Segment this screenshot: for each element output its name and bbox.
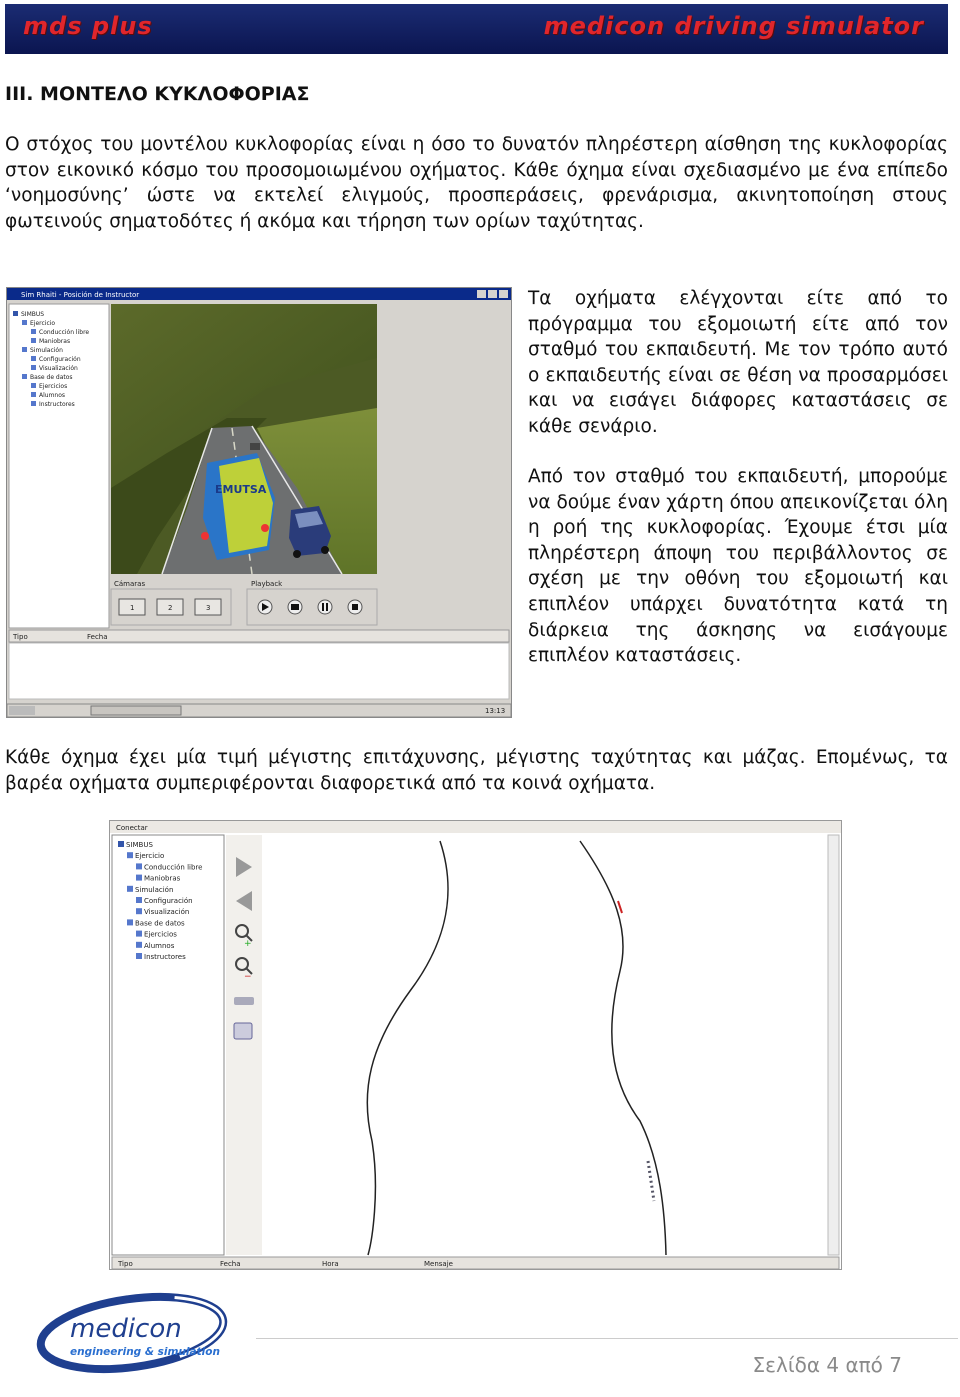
page-number: Σελίδα 4 από 7 — [752, 1353, 902, 1377]
medicon-logo — [22, 1285, 262, 1385]
tree-item[interactable]: Alumnos — [144, 941, 175, 950]
truck-label: EMUTSA — [215, 483, 267, 496]
tree-item[interactable]: Configuración — [144, 897, 193, 905]
tree-node-icon — [127, 919, 133, 925]
instructor-screenshot-graphic — [7, 288, 511, 717]
logo-tagline: engineering & simulation — [70, 1346, 220, 1358]
tree-node-icon — [136, 908, 142, 914]
medicon-logo-graphic — [22, 1285, 262, 1385]
traffic-map-graphic — [110, 821, 841, 1269]
tree-item[interactable]: Conducción libre — [39, 329, 90, 336]
tree-node-icon — [127, 886, 133, 892]
tree-item[interactable]: Ejercicios — [144, 930, 177, 939]
tree-node-icon — [31, 338, 36, 343]
tree-item[interactable]: SIMBUS — [126, 841, 153, 849]
tree-node-icon — [136, 931, 142, 937]
tree-item[interactable]: Simulación — [135, 885, 174, 894]
tree-item[interactable]: Instructores — [39, 401, 75, 408]
svg-text:+: + — [244, 939, 252, 949]
tree-node-icon — [118, 841, 124, 847]
camera-button-label: 2 — [168, 604, 173, 612]
logo-name: medicon — [70, 1314, 182, 1344]
tree-item[interactable]: Ejercicio — [30, 320, 56, 327]
status-col-fecha: Fecha — [87, 633, 108, 641]
instructor-screenshot — [6, 287, 512, 718]
map-status-col-fecha: Fecha — [220, 1260, 241, 1268]
brand-mds-plus: mds plus — [23, 12, 153, 40]
header-banner — [5, 4, 948, 54]
tree-node-icon — [31, 383, 36, 388]
tree-item[interactable]: SIMBUS — [21, 311, 45, 318]
taskbar-clock: 13:13 — [485, 707, 506, 715]
window-title: Sim Rhaiti - Posición de Instructor — [21, 291, 140, 299]
tree-item[interactable]: Simulación — [30, 347, 63, 354]
tree-node-icon — [136, 942, 142, 948]
tree-item[interactable]: Maniobras — [39, 338, 71, 345]
tree-item[interactable]: Visualización — [144, 908, 190, 917]
playback-buttons[interactable] — [258, 600, 362, 614]
tree-item[interactable]: Conducción libre — [144, 863, 203, 872]
tree-item[interactable]: Ejercicios — [39, 383, 68, 390]
map-status-col-tipo: Tipo — [118, 1260, 133, 1268]
brand-medicon-simulator: medicon driving simulator — [543, 12, 924, 40]
tree-node-icon — [31, 356, 36, 361]
tree-node-icon — [31, 401, 36, 406]
tree-node-icon — [31, 392, 36, 397]
tree-node-icon — [136, 863, 142, 869]
section-title: III. ΜΟΝΤΕΛΟ ΚΥΚΛΟΦΟΡΙΑΣ — [5, 83, 310, 105]
tree-node-icon — [13, 311, 18, 316]
intro-paragraph: Ο στόχος του μοντέλου κυκλοφορίας είναι η όσο το δυνατόν πληρέστερη αίσθηση της κυκλοφορίας στον εικονικό κόσμο του προσομοιωμένου οχήματος. Κάθε όχημα είναι σχεδιασμένο με ένα επίπεδο ‘νοημοσύνης’ ώστε να εκτελεί ελιγμούς, προσπεράσεις, φρενάρισμα, ακινητοποίηση στους φωτεινούς σηματοδότες ή ακόμα και τήρηση των ορίων ταχύτητας. — [5, 134, 948, 232]
tree-node-icon — [22, 347, 27, 352]
tree-item[interactable]: Visualización — [39, 365, 78, 372]
tree-node-icon — [136, 875, 142, 881]
map-paragraph: Από τον σταθμό του εκπαιδευτή, μπορούμε να δούμε έναν χάρτη όπου απεικονίζεται όλη η ροή της κυκλοφορίας. Έχουμε έτσι μία πληρέστερη άποψη του περιβάλλοντος σε σχέση με την οθόνη του εξομοιωτή και επιπλέον υπάρχει δυνατότητα κατά τη διάρκεια της άσκησης να εισάγουμε επιπλέον καταστάσεις. — [528, 466, 948, 667]
vehicles-paragraph: Κάθε όχημα έχει μία τιμή μέγιστης επιτάχυνσης, μέγιστης ταχύτητας και μάζας. Επομένως, τα βαρέα οχήματα συμπεριφέρονται διαφορετικά από τα κοινά οχήματα. — [5, 747, 948, 794]
camera-button-label: 1 — [130, 604, 135, 612]
tree-item[interactable]: Ejercicio — [135, 852, 165, 861]
camera-label: Cámaras — [114, 580, 146, 588]
camera-button-label: 3 — [206, 604, 211, 612]
footer-divider — [256, 1338, 958, 1339]
control-paragraph: Τα οχήματα ελέγχονται είτε από το πρόγραμμα του εξομοιωτή είτε από τον σταθμό του εκπαιδευτή. Με τον τρόπο αυτό ο εκπαιδευτής είναι σε θέση να προσαρμόσει και να εισάγει διάφορες καταστάσεις σε κάθε σενάριο. — [528, 288, 948, 437]
map-status-col-hora: Hora — [322, 1260, 339, 1268]
svg-text:−: − — [244, 972, 252, 982]
status-col-tipo: Tipo — [13, 633, 28, 641]
menu-conectar[interactable]: Conectar — [116, 824, 148, 832]
tree-node-icon — [22, 374, 27, 379]
tree-node-icon — [31, 365, 36, 370]
tree-node-icon — [22, 320, 27, 325]
tree-item[interactable]: Instructores — [144, 953, 186, 961]
tree-node-icon — [136, 953, 142, 959]
tree-node-icon — [31, 329, 36, 334]
playback-label: Playback — [251, 580, 283, 588]
traffic-map-screenshot — [109, 820, 842, 1270]
tree-item[interactable]: Base de datos — [30, 374, 73, 381]
tree-node-icon — [136, 897, 142, 903]
tree-item[interactable]: Maniobras — [144, 874, 181, 883]
tree-item[interactable]: Base de datos — [135, 919, 185, 928]
tree-item[interactable]: Configuración — [39, 356, 81, 363]
tree-node-icon — [127, 852, 133, 858]
tree-item[interactable]: Alumnos — [39, 392, 66, 399]
map-status-col-mensaje: Mensaje — [424, 1260, 453, 1268]
